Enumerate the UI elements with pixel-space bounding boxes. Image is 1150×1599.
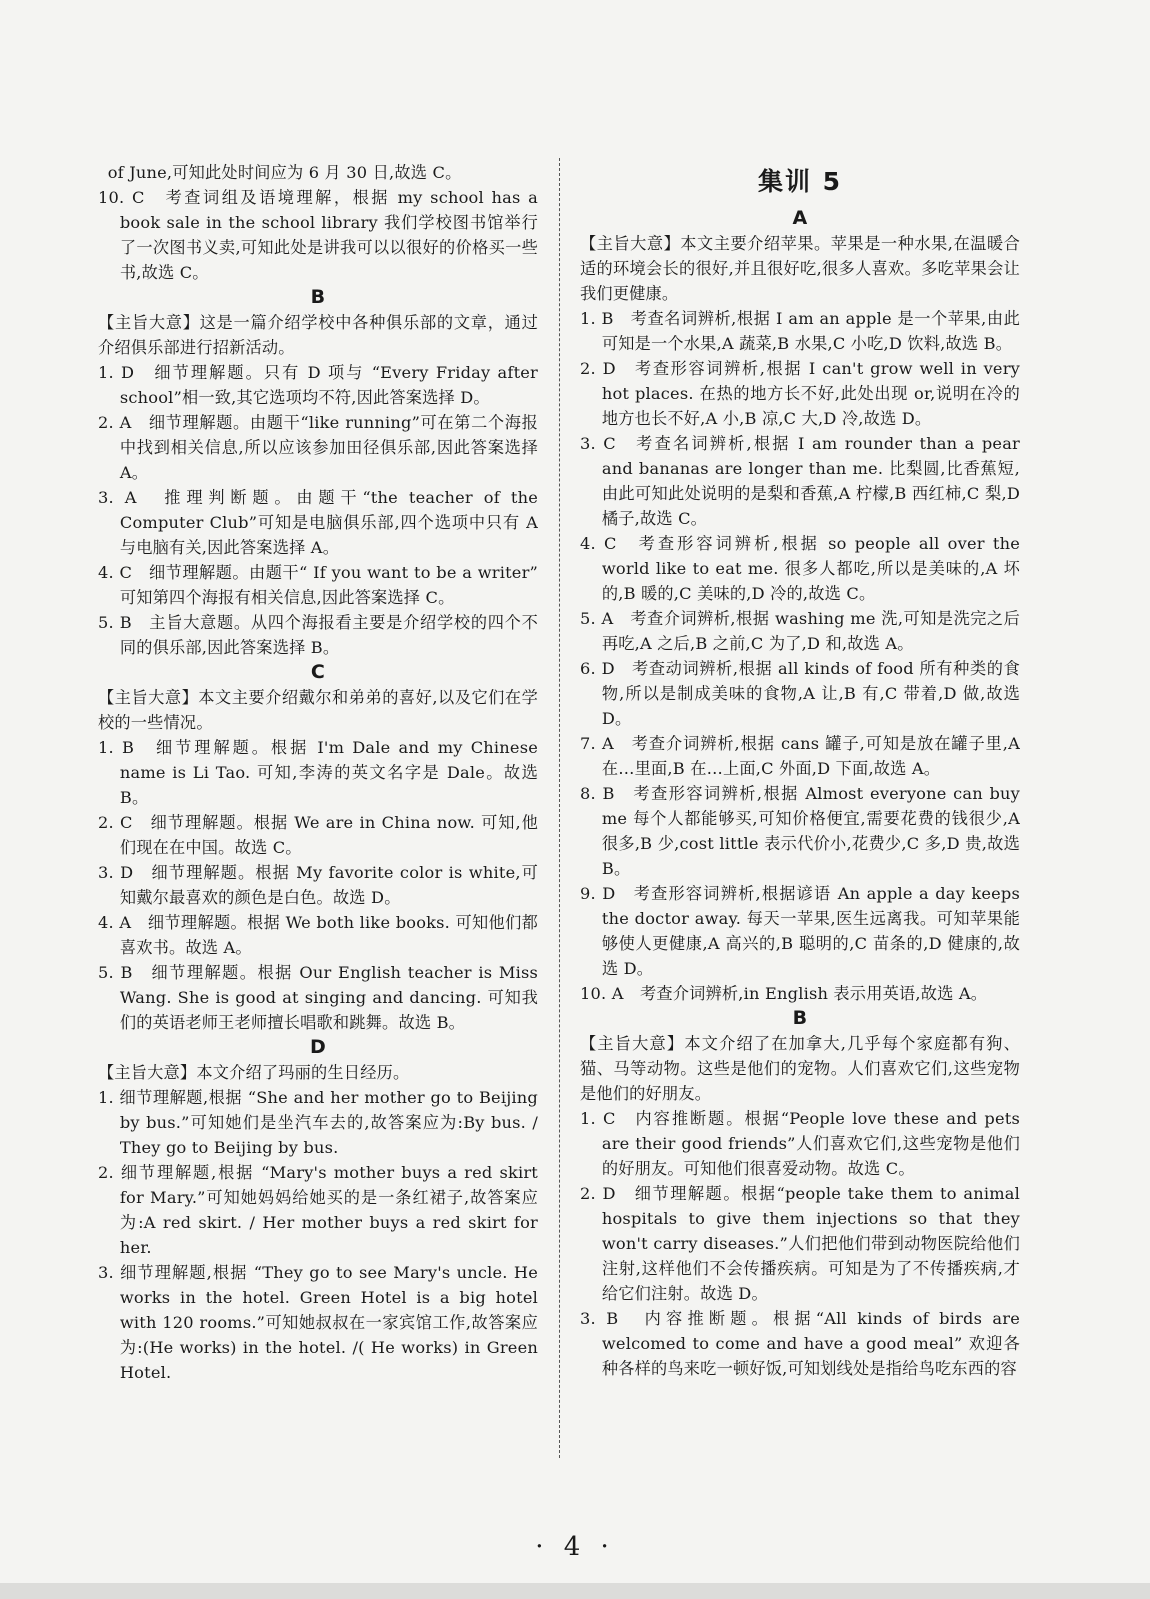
left-column — [98, 160, 538, 1385]
answer-item: 7. A 考查介词辨析,根据 cans 罐子,可知是放在罐子里,A 在…里面,B 在…上面,C 外面,D 下面,故选 A。 — [580, 734, 1020, 778]
section-d-main-idea: 【主旨大意】本文介绍了玛丽的生日经历。 — [98, 1063, 410, 1082]
answer-item: 10. C 考查词组及语境理解，根据 my school has a book sale in the school library 我们学校图书馆举行了一次图书义卖,可知此处是讲我可以以很好的价格买一些书,故选 C。 — [98, 188, 538, 282]
answer-item: 8. B 考查形容词辨析,根据 Almost everyone can buy me 每个人都能够买,可知价格便宜,需要花费的钱很少,A 很多,B 少,cost little 表示代价小,花费少,C 多,D 贵,故选 B。 — [580, 784, 1020, 878]
section-a-main-idea: 【主旨大意】本文主要介绍苹果。苹果是一种水果,在温暖合适的环境会长的很好,并且很好吃,很多人喜欢。多吃苹果会让我们更健康。 — [580, 234, 1020, 303]
answer-item: 3. D 细节理解题。根据 My favorite color is white,可知戴尔最喜欢的颜色是白色。故选 D。 — [98, 863, 538, 907]
answer-item: 4. C 考查形容词辨析,根据 so people all over the world like to eat me. 很多人都吃,所以是美味的,A 坏的,B 暖的,C 美味的,D 冷的,故选 C。 — [580, 534, 1020, 603]
section-a-heading: A — [792, 207, 808, 229]
answer-item: 2. C 细节理解题。根据 We are in China now. 可知,他们现在在中国。故选 C。 — [98, 813, 538, 857]
answer-item: 3. 细节理解题,根据 “They go to see Mary's uncle. He works in the hotel. Green Hotel is a big hotel with 120 rooms.”可知她叔叔在一家宾馆工作,故答案应为:(He works) in the hotel. /( He works) in Green Hotel. — [98, 1263, 538, 1382]
column-divider — [559, 158, 560, 1458]
section-b-main-idea: 【主旨大意】本文介绍了在加拿大,几乎每个家庭都有狗、猫、马等动物。这些是他们的宠物。人们喜欢它们,这些宠物是他们的好朋友。 — [580, 1034, 1020, 1103]
section-b-main-idea: 【主旨大意】这是一篇介绍学校中各种俱乐部的文章，通过介绍俱乐部进行招新活动。 — [98, 313, 538, 357]
section-c-heading: C — [310, 661, 326, 683]
answer-item: 3. A 推理判断题。由题干“the teacher of the Computer Club”可知是电脑俱乐部,四个选项中只有 A 与电脑有关,因此答案选择 A。 — [98, 488, 538, 557]
continuation-text: of June,可知此处时间应为 6 月 30 日,故选 C。 — [107, 163, 462, 182]
answer-item: 5. B 主旨大意题。从四个海报看主要是介绍学校的四个不同的俱乐部,因此答案选择 B。 — [98, 613, 538, 657]
answer-item: 9. D 考查形容词辨析,根据谚语 An apple a day keeps the doctor away. 每天一苹果,医生远离我。可知苹果能够使人更健康,A 高兴的,B 聪明的,C 苗条的,D 健康的,故选 D。 — [580, 884, 1020, 978]
answer-item: 1. D 细节理解题。只有 D 项与 “Every Friday after school”相一致,其它选项均不符,因此答案选择 D。 — [98, 363, 538, 407]
section-d-heading: D — [310, 1036, 326, 1058]
right-column — [580, 160, 1020, 1381]
answer-item: 5. A 考查介词辨析,根据 washing me 洗,可知是洗完之后再吃,A 之后,B 之前,C 为了,D 和,故选 A。 — [580, 609, 1020, 653]
answer-item: 1. 细节理解题,根据 “She and her mother go to Beijing by bus.”可知她们是坐汽车去的,故答案应为:By bus. / They go to Beijing by bus. — [98, 1088, 538, 1157]
answer-item: 2. A 细节理解题。由题干“like running”可在第二个海报中找到相关信息,所以应该参加田径俱乐部,因此答案选择 A。 — [98, 413, 538, 482]
answer-item: 4. A 细节理解题。根据 We both like books. 可知他们都喜欢书。故选 A。 — [98, 913, 538, 957]
answer-item: 1. B 考查名词辨析,根据 I am an apple 是一个苹果,由此可知是一个水果,A 蔬菜,B 水果,C 小吃,D 饮料,故选 B。 — [580, 309, 1020, 353]
answer-item: 2. 细节理解题,根据 “Mary's mother buys a red skirt for Mary.”可知她妈妈给她买的是一条红裙子,故答案应为:A red skirt. / Her mother buys a red skirt for her. — [98, 1163, 538, 1257]
answer-item: 1. B 细节理解题。根据 I'm Dale and my Chinese name is Li Tao. 可知,李涛的英文名字是 Dale。故选 B。 — [98, 738, 538, 807]
set-title: 集训 5 — [757, 167, 843, 196]
section-b-heading: B — [792, 1007, 808, 1029]
answer-item: 4. C 细节理解题。由题干“ If you want to be a writer” 可知第四个海报有相关信息,因此答案选择 C。 — [98, 563, 538, 607]
page-number: · 4 · — [535, 1532, 615, 1562]
answer-item: 3. B 内容推断题。根据“All kinds of birds are welcomed to come and have a good meal” 欢迎各种各样的鸟来吃一顿好饭,可知划线处是指给鸟吃东西的容 — [580, 1309, 1020, 1378]
answer-item: 1. C 内容推断题。根据“People love these and pets are their good friends”人们喜欢它们,这些宠物是他们的好朋友。可知他们很喜爱动物。故选 C。 — [580, 1109, 1020, 1178]
answer-item: 5. B 细节理解题。根据 Our English teacher is Miss Wang. She is good at singing and dancing. 可知我们的英语老师王老师擅长唱歌和跳舞。故选 B。 — [98, 963, 538, 1032]
answer-item: 2. D 细节理解题。根据“people take them to animal hospitals to give them injections so that they won't carry diseases.”人们把他们带到动物医院给他们注射,这样他们不会传播疾病。可知是为了不传播疾病,才给它们注射。故选 D。 — [580, 1184, 1020, 1303]
section-c-main-idea: 【主旨大意】本文主要介绍戴尔和弟弟的喜好,以及它们在学校的一些情况。 — [98, 688, 538, 732]
answer-item: 2. D 考查形容词辨析,根据 I can't grow well in very hot places. 在热的地方长不好,此处出现 or,说明在冷的地方也长不好,A 小,B 凉,C 大,D 冷,故选 D。 — [580, 359, 1020, 428]
answer-item: 10. A 考查介词辨析,in English 表示用英语,故选 A。 — [580, 984, 988, 1003]
scan-edge-band — [0, 1583, 1150, 1599]
answer-item: 3. C 考查名词辨析,根据 I am rounder than a pear and bananas are longer than me. 比梨圆,比香蕉短,由此可知此处说明的是梨和香蕉,A 柠檬,B 西红柿,C 梨,D 橘子,故选 C。 — [580, 434, 1020, 528]
answer-item: 6. D 考查动词辨析,根据 all kinds of food 所有种类的食物,所以是制成美味的食物,A 让,B 有,C 带着,D 做,故选 D。 — [580, 659, 1020, 728]
section-b-heading: B — [310, 286, 326, 308]
